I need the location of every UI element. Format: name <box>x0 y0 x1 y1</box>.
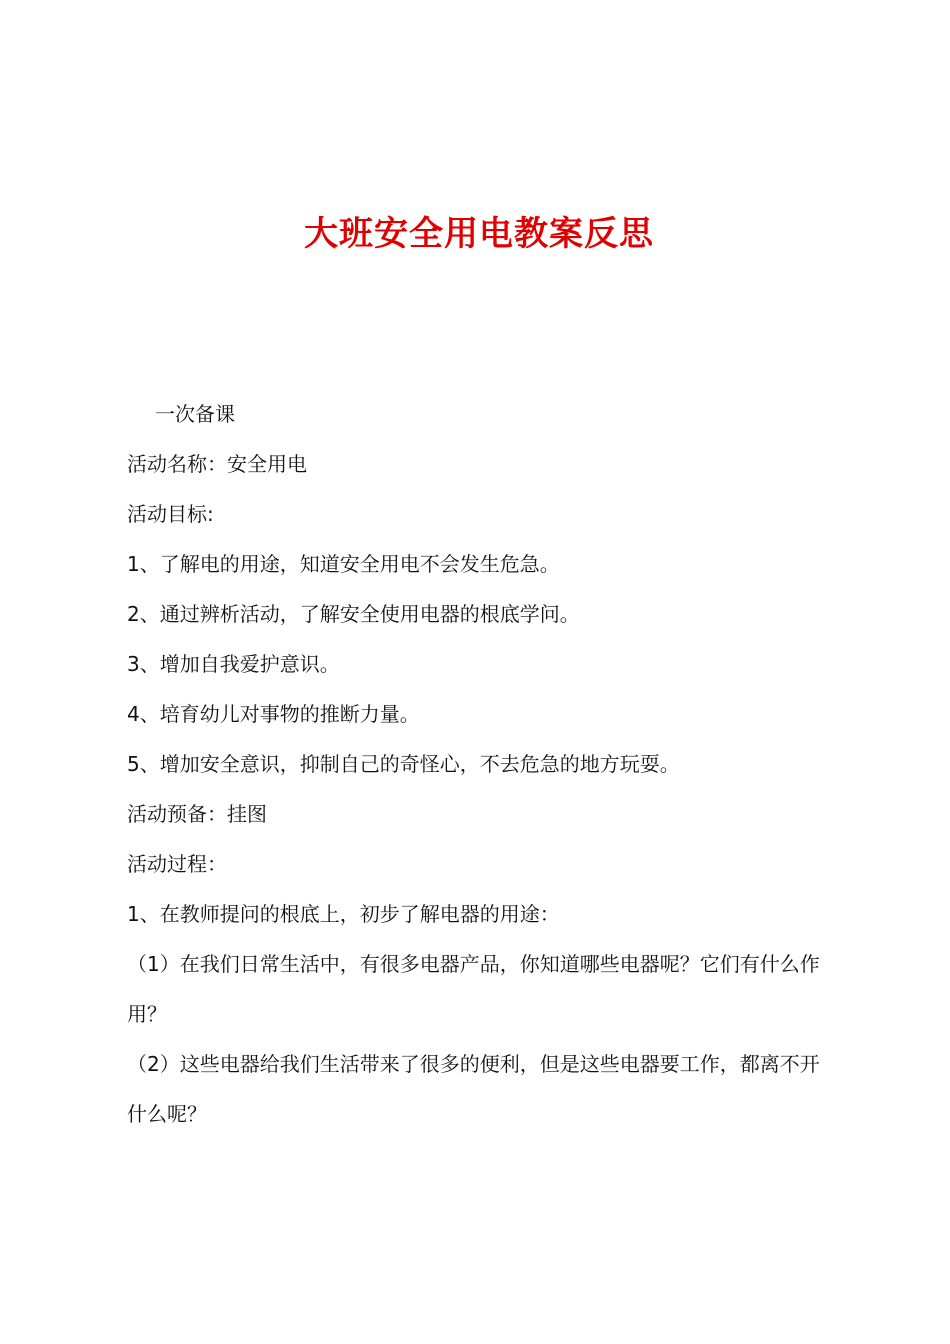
text-line-preparation: 活动预备：挂图 <box>127 802 267 826</box>
text-line-goal-2: 2、通过辨析活动，了解安全使用电器的根底学问。 <box>127 602 580 626</box>
text-line-question-2: （2）这些电器给我们生活带来了很多的便利，但是这些电器要工作，都离不开什么呢？ <box>127 1052 820 1126</box>
text-line-goals-heading: 活动目标: <box>127 502 214 526</box>
text-line-activity-name: 活动名称：安全用电 <box>127 452 307 476</box>
document-body <box>127 389 839 1139</box>
text-line-goal-5: 5、增加安全意识，抑制自己的奇怪心，不去危急的地方玩耍。 <box>127 752 680 776</box>
document-title: 大班安全用电教案反思 <box>304 214 654 254</box>
text-line-process-1: 1、在教师提问的根底上，初步了解电器的用途： <box>127 902 560 926</box>
text-line-process-heading: 活动过程： <box>127 852 227 876</box>
text-line-goal-4: 4、培育幼儿对事物的推断力量。 <box>127 702 420 726</box>
text-line-question-1: （1）在我们日常生活中，有很多电器产品，你知道哪些电器呢？它们有什么作用？ <box>127 952 820 1026</box>
text-line-prep: 一次备课 <box>155 402 235 426</box>
text-line-goal-1: 1、了解电的用途，知道安全用电不会发生危急。 <box>127 552 560 576</box>
text-line-goal-3: 3、增加自我爱护意识。 <box>127 652 340 676</box>
